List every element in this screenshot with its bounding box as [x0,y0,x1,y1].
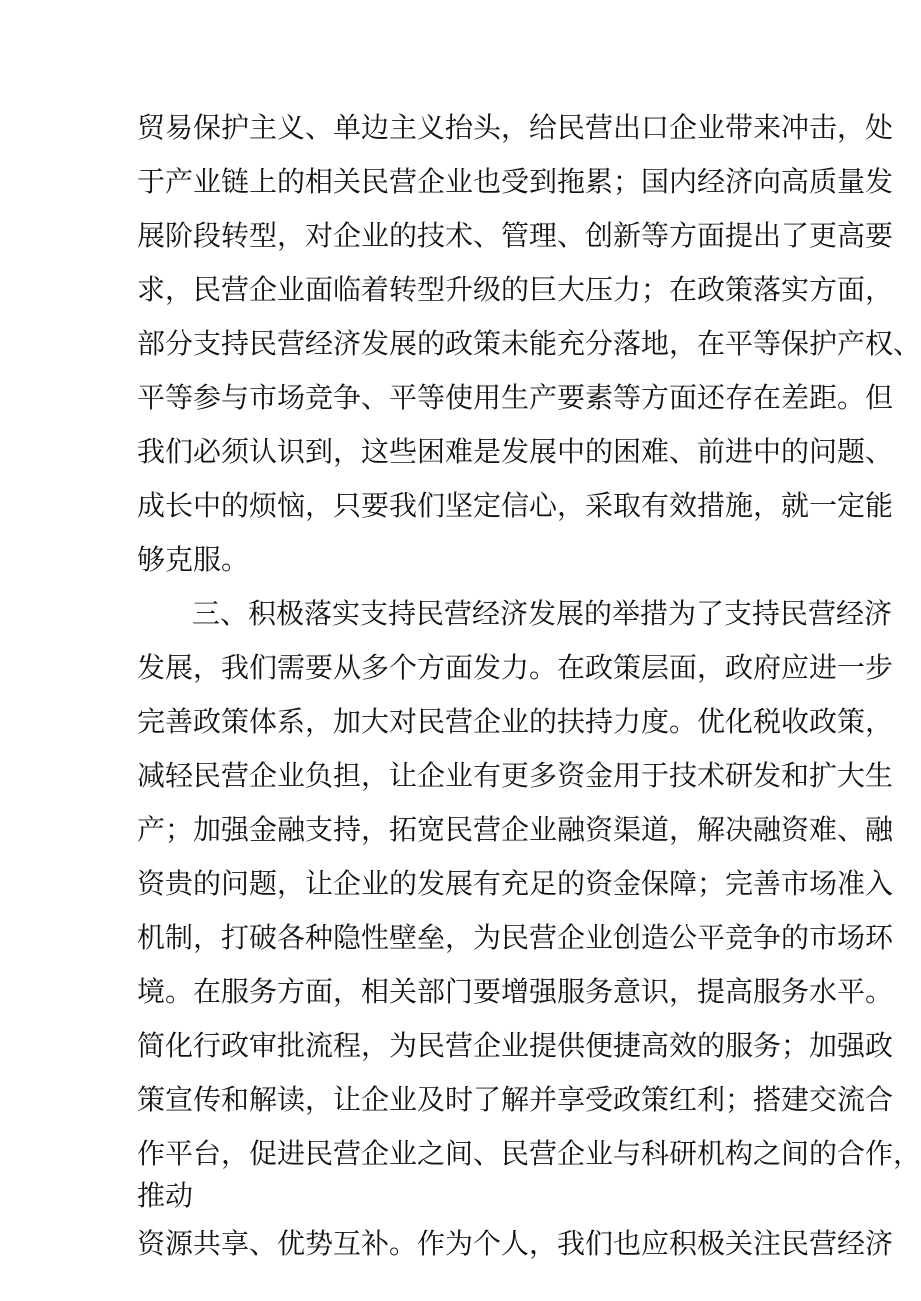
text-line: 展阶段转型，对企业的技术、管理、创新等方面提出了更高要 [137,219,894,252]
text-line: 减轻民营企业负担，让企业有更多资金用于技术研发和扩大生 [137,759,894,792]
text-line: 成长中的烦恼，只要我们坚定信心，采取有效措施，就一定能 [137,489,894,522]
text-line: 部分支持民营经济发展的政策未能充分落地，在平等保护产权、 [137,327,921,360]
text-line: 资源共享、优势互补。作为个人，我们也应积极关注民营经济 [137,1227,894,1260]
text-line: 我们必须认识到，这些困难是发展中的困难、前进中的问题、 [137,435,894,468]
text-line: 完善政策体系，加大对民营企业的扶持力度。优化税收政策， [137,705,894,738]
text-line: 发展，我们需要从多个方面发力。在政策层面，政府应进一步 [137,651,894,684]
text-line: 简化行政审批流程，为民营企业提供便捷高效的服务；加强政 [137,1029,894,1062]
text-line: 策宣传和解读，让企业及时了解并享受政策红利；搭建交流合 [137,1083,894,1116]
text-line: 作平台，促进民营企业之间、民营企业与科研机构之间的合作， [137,1137,921,1170]
text-line: 产；加强金融支持，拓宽民营企业融资渠道，解决融资难、融 [137,813,894,846]
text-line: 推动 [137,1179,194,1212]
text-line: 贸易保护主义、单边主义抬头，给民营出口企业带来冲击，处 [137,111,894,144]
section-heading-line: 三、积极落实支持民营经济发展的举措为了支持民营经济 [192,597,893,630]
text-line: 境。在服务方面，相关部门要增强服务意识，提高服务水平。 [137,975,894,1008]
text-line: 于产业链上的相关民营企业也受到拖累；国内经济向高质量发 [137,165,894,198]
text-line: 平等参与市场竞争、平等使用生产要素等方面还存在差距。但 [137,381,894,414]
text-line: 求，民营企业面临着转型升级的巨大压力；在政策落实方面， [137,273,894,306]
text-line: 机制，打破各种隐性壁垒，为民营企业创造公平竞争的市场环 [137,921,894,954]
text-line: 够克服。 [137,543,250,576]
text-line: 资贵的问题，让企业的发展有充足的资金保障；完善市场准入 [137,867,894,900]
